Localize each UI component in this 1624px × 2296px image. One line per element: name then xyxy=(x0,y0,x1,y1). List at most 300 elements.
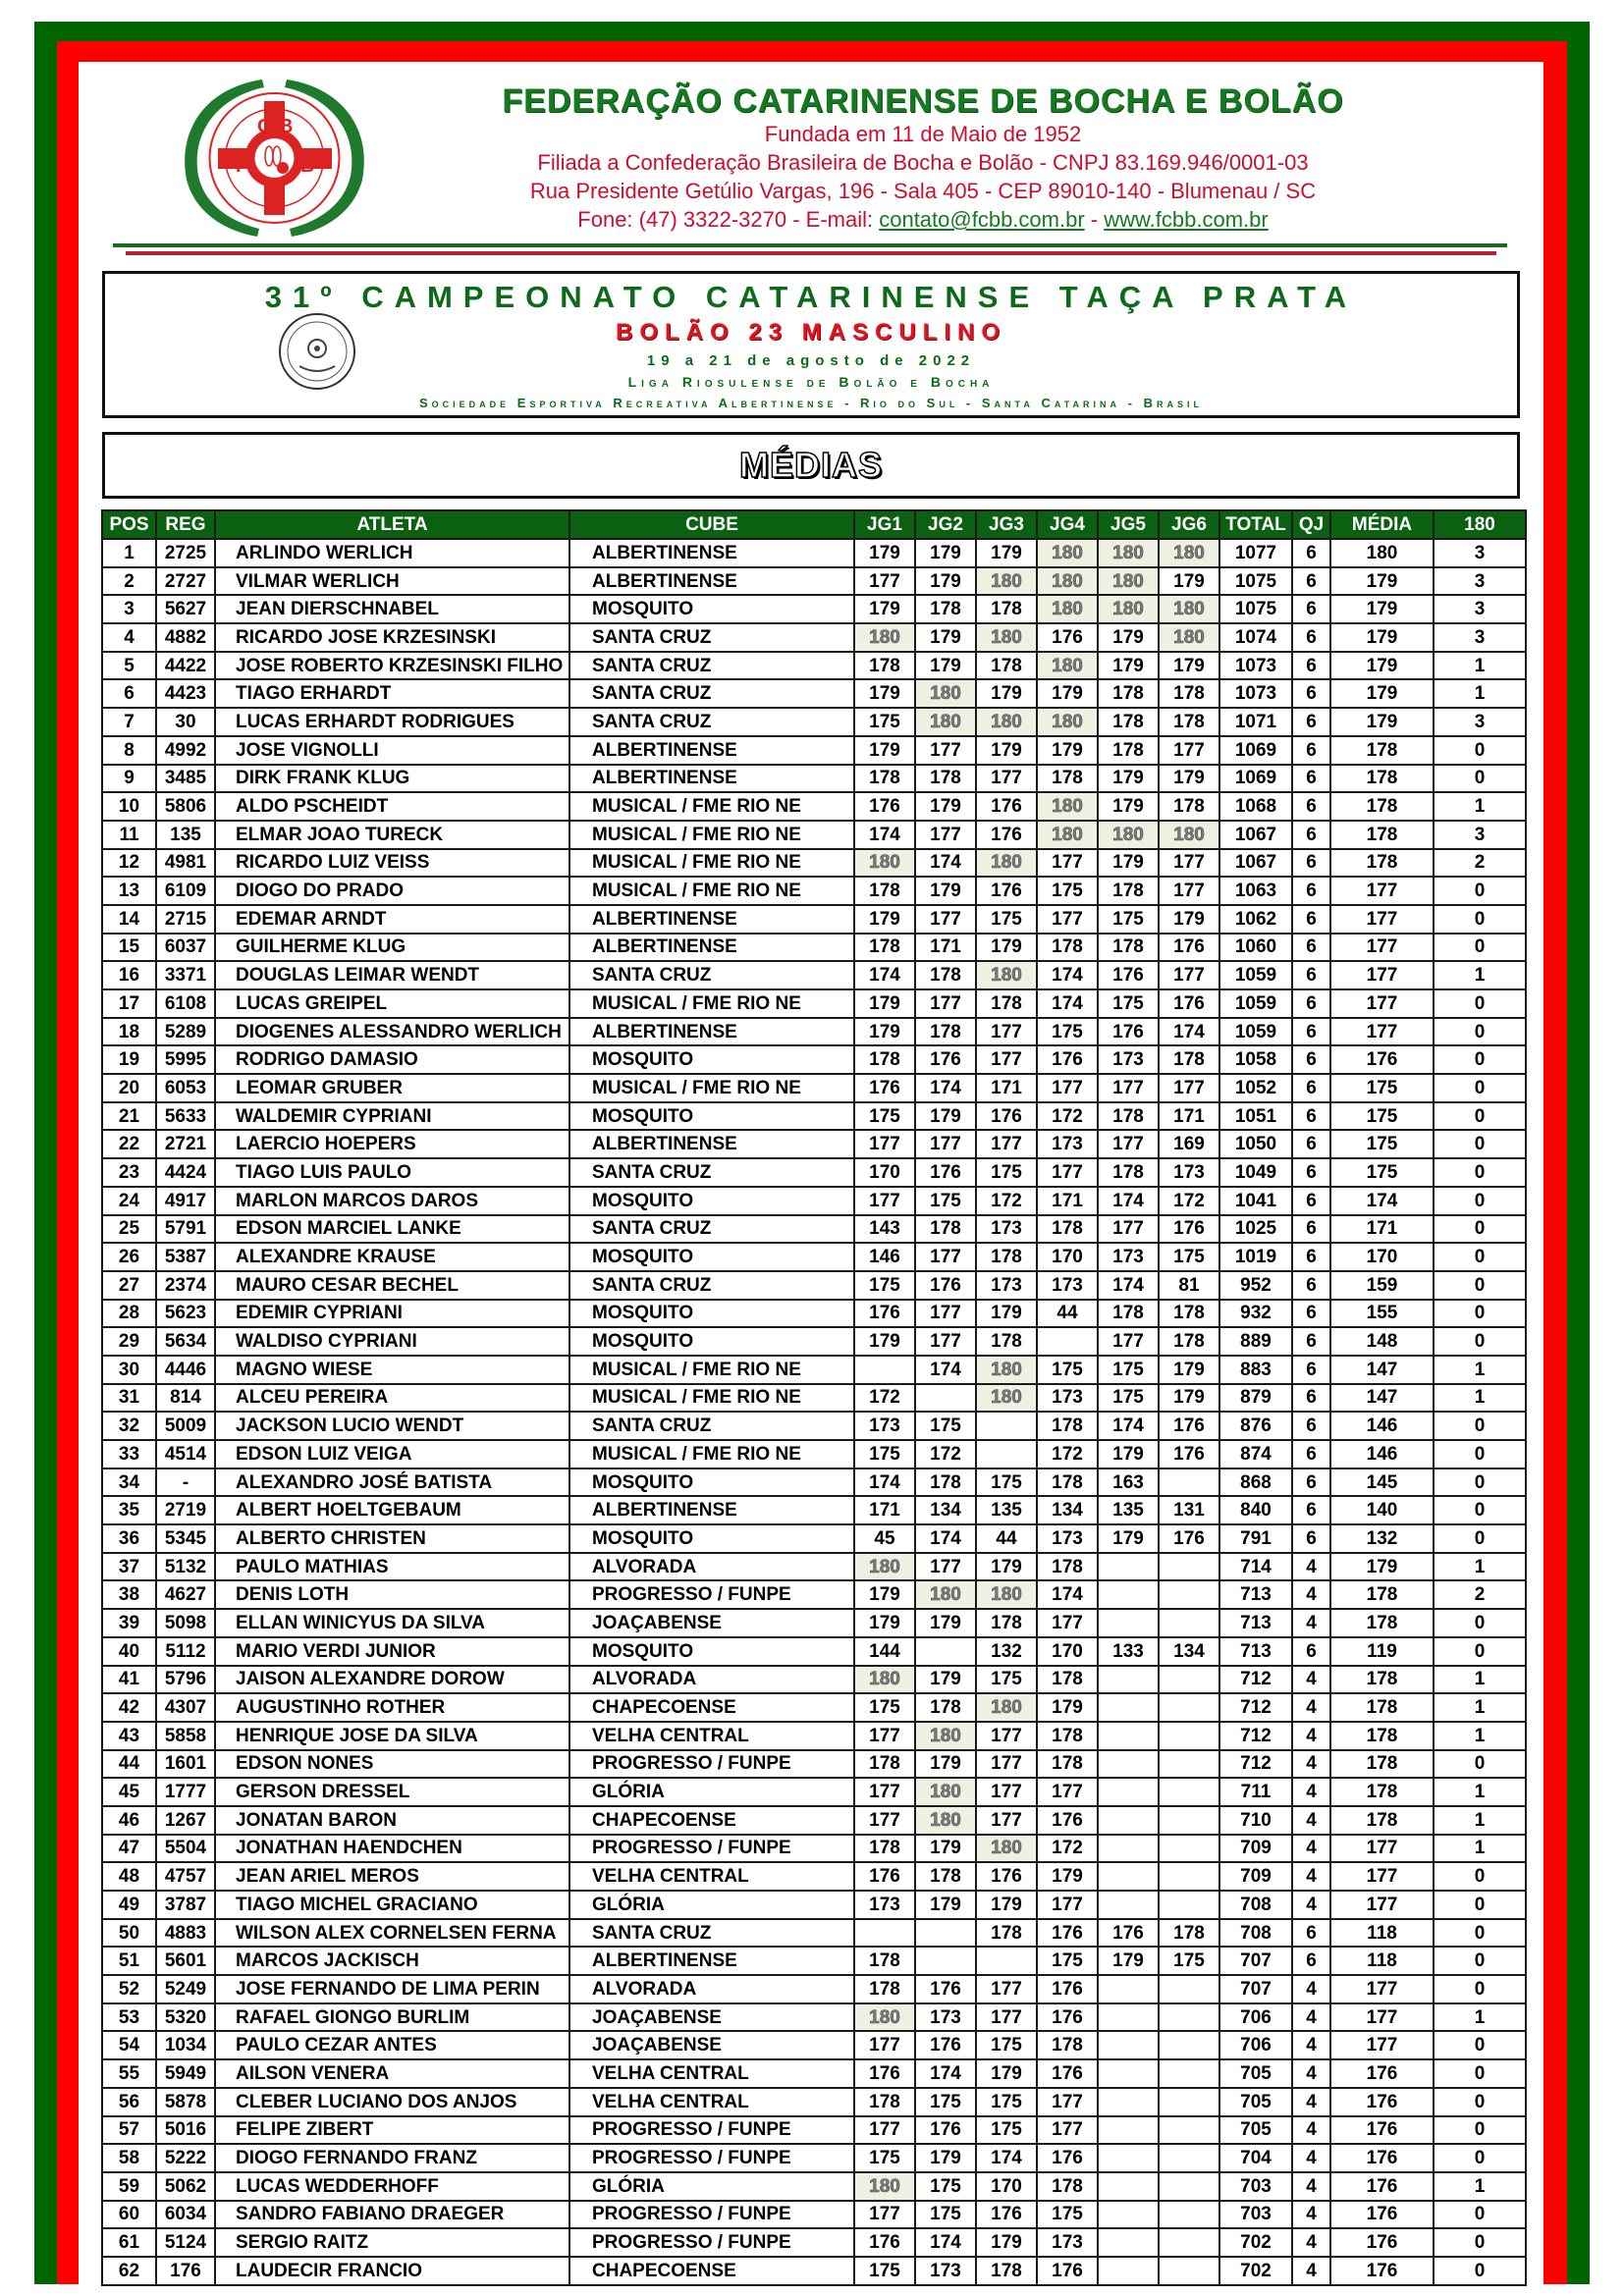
cell-qj: 6 xyxy=(1292,623,1330,652)
cell-qj: 6 xyxy=(1292,1524,1330,1553)
cell-atleta: WALDEMIR CYPRIANI xyxy=(215,1102,569,1131)
cell-jg4: 173 xyxy=(1037,2228,1098,2257)
cell-jg1: 179 xyxy=(854,539,915,567)
table-row xyxy=(102,1271,1526,1300)
cell-total: 706 xyxy=(1219,2003,1292,2032)
cell-jg4: 176 xyxy=(1037,1045,1098,1074)
cell-media: 177 xyxy=(1330,1891,1434,1919)
cell-jg3: 173 xyxy=(976,1215,1037,1244)
cell-jg4: 171 xyxy=(1037,1187,1098,1215)
cell-jg4: 172 xyxy=(1037,1835,1098,1863)
cell-jg4: 180 xyxy=(1037,708,1098,736)
cell-atleta: RICARDO LUIZ VEISS xyxy=(215,849,569,878)
cell-qj: 6 xyxy=(1292,1468,1330,1497)
cell-jg4: 175 xyxy=(1037,1018,1098,1046)
cell-jg2: 174 xyxy=(915,2228,976,2257)
email-link[interactable]: contato@fcbb.com.br xyxy=(879,207,1085,232)
cell-atleta: WALDISO CYPRIANI xyxy=(215,1327,569,1356)
table-row xyxy=(102,877,1526,905)
table-row xyxy=(102,567,1526,596)
cell-reg: 1777 xyxy=(156,1778,215,1806)
cell-total: 708 xyxy=(1219,1891,1292,1919)
cell-cube: MOSQUITO xyxy=(569,595,854,623)
cell-total: 1060 xyxy=(1219,934,1292,962)
cell-qj: 6 xyxy=(1292,1271,1330,1300)
cell-jg2: 173 xyxy=(915,2257,976,2285)
cell-jg6: 178 xyxy=(1159,792,1219,821)
cell-jg5: 133 xyxy=(1098,1637,1159,1666)
cell-reg: 5623 xyxy=(156,1300,215,1328)
cell-count-180: 0 xyxy=(1434,1609,1526,1637)
cell-cube: ALBERTINENSE xyxy=(569,539,854,567)
cell-atleta: LAERCIO HOEPERS xyxy=(215,1130,569,1158)
cell-jg4: 173 xyxy=(1037,1271,1098,1300)
cell-jg1: 175 xyxy=(854,1102,915,1131)
cell-jg1: 177 xyxy=(854,567,915,596)
cell-atleta: GUILHERME KLUG xyxy=(215,934,569,962)
cell-total: 705 xyxy=(1219,2059,1292,2088)
cell-qj: 6 xyxy=(1292,1018,1330,1046)
cell-jg4: 177 xyxy=(1037,1891,1098,1919)
cell-jg1: 174 xyxy=(854,821,915,849)
cell-jg4: 179 xyxy=(1037,679,1098,708)
cell-media: 176 xyxy=(1330,2201,1434,2229)
cell-cube: ALBERTINENSE xyxy=(569,905,854,934)
table-row xyxy=(102,1693,1526,1722)
cell-qj: 6 xyxy=(1292,1158,1330,1187)
cell-qj: 6 xyxy=(1292,934,1330,962)
cell-jg6 xyxy=(1159,2059,1219,2088)
cell-pos: 50 xyxy=(102,1919,156,1948)
cell-jg3: 179 xyxy=(976,736,1037,765)
cell-qj: 4 xyxy=(1292,2031,1330,2059)
cell-cube: ALBERTINENSE xyxy=(569,934,854,962)
cell-count-180: 0 xyxy=(1434,1524,1526,1553)
cell-cube: GLÓRIA xyxy=(569,2172,854,2201)
cell-atleta: MAGNO WIESE xyxy=(215,1356,569,1384)
cell-jg5 xyxy=(1098,1609,1159,1637)
table-row xyxy=(102,1891,1526,1919)
cell-jg2: 179 xyxy=(915,1609,976,1637)
cell-jg4: 176 xyxy=(1037,2003,1098,2032)
cell-atleta: DIOGO FERNANDO FRANZ xyxy=(215,2144,569,2172)
cell-total: 1075 xyxy=(1219,567,1292,596)
cell-jg4: 177 xyxy=(1037,1158,1098,1187)
cell-cube: ALBERTINENSE xyxy=(569,1496,854,1524)
cell-count-180: 1 xyxy=(1434,1693,1526,1722)
cell-count-180: 0 xyxy=(1434,2257,1526,2285)
cell-jg5 xyxy=(1098,2116,1159,2145)
cell-media: 175 xyxy=(1330,1130,1434,1158)
cell-total: 703 xyxy=(1219,2172,1292,2201)
cell-total: 1062 xyxy=(1219,905,1292,934)
cell-qj: 6 xyxy=(1292,877,1330,905)
cell-jg3: 177 xyxy=(976,1722,1037,1750)
cell-total: 702 xyxy=(1219,2228,1292,2257)
cell-count-180: 0 xyxy=(1434,2144,1526,2172)
cell-reg: 2725 xyxy=(156,539,215,567)
cell-count-180: 1 xyxy=(1434,1722,1526,1750)
table-row xyxy=(102,679,1526,708)
cell-cube: VELHA CENTRAL xyxy=(569,2059,854,2088)
cell-jg4: 170 xyxy=(1037,1243,1098,1271)
cell-jg3: 179 xyxy=(976,1553,1037,1581)
cell-pos: 37 xyxy=(102,1553,156,1581)
cell-jg6 xyxy=(1159,1891,1219,1919)
cell-jg5: 177 xyxy=(1098,1215,1159,1244)
cell-pos: 43 xyxy=(102,1722,156,1750)
cell-jg2: 179 xyxy=(915,1102,976,1131)
cell-cube: JOAÇABENSE xyxy=(569,2003,854,2032)
cell-atleta: JAISON ALEXANDRE DOROW xyxy=(215,1666,569,1694)
cell-jg3: 180 xyxy=(976,849,1037,878)
cell-jg5: 178 xyxy=(1098,1102,1159,1131)
cell-media: 118 xyxy=(1330,1919,1434,1948)
cell-cube: MOSQUITO xyxy=(569,1524,854,1553)
federation-name: FEDERAÇÃO CATARINENSE DE BOCHA E BOLÃO xyxy=(502,82,1344,120)
cell-reg: 5062 xyxy=(156,2172,215,2201)
cell-jg1: 176 xyxy=(854,1300,915,1328)
cell-jg4: 178 xyxy=(1037,765,1098,793)
cell-jg1: 175 xyxy=(854,2144,915,2172)
cell-jg4: 176 xyxy=(1037,2257,1098,2285)
logo-letter-b2: B xyxy=(300,155,315,177)
cell-total: 1058 xyxy=(1219,1045,1292,1074)
cell-jg4: 177 xyxy=(1037,1609,1098,1637)
cell-jg3: 178 xyxy=(976,1243,1037,1271)
cell-reg: 4917 xyxy=(156,1187,215,1215)
cell-count-180: 0 xyxy=(1434,2088,1526,2116)
table-row xyxy=(102,2031,1526,2059)
header-divider-red xyxy=(126,251,1496,255)
cell-jg6 xyxy=(1159,1835,1219,1863)
cell-pos: 23 xyxy=(102,1158,156,1187)
cell-jg6: 178 xyxy=(1159,1045,1219,1074)
cell-jg2: 179 xyxy=(915,539,976,567)
cell-jg1: 174 xyxy=(854,1468,915,1497)
cell-total: 708 xyxy=(1219,1919,1292,1948)
cell-atleta: LAUDECIR FRANCIO xyxy=(215,2257,569,2285)
cell-jg2: 175 xyxy=(915,1187,976,1215)
cell-qj: 6 xyxy=(1292,736,1330,765)
cell-atleta: LUCAS ERHARDT RODRIGUES xyxy=(215,708,569,736)
cell-jg1: 143 xyxy=(854,1215,915,1244)
cell-count-180: 3 xyxy=(1434,539,1526,567)
cell-media: 176 xyxy=(1330,2172,1434,2201)
cell-cube: SANTA CRUZ xyxy=(569,679,854,708)
cell-atleta: DIRK FRANK KLUG xyxy=(215,765,569,793)
cell-count-180: 1 xyxy=(1434,1778,1526,1806)
website-link[interactable]: www.fcbb.com.br xyxy=(1104,207,1269,232)
cell-jg5: 179 xyxy=(1098,1947,1159,1975)
cell-total: 1067 xyxy=(1219,849,1292,878)
cell-qj: 4 xyxy=(1292,2228,1330,2257)
cell-cube: PROGRESSO / FUNPE xyxy=(569,1580,854,1609)
cell-pos: 32 xyxy=(102,1412,156,1440)
table-row xyxy=(102,708,1526,736)
results-table xyxy=(101,509,1527,2286)
cell-qj: 4 xyxy=(1292,2144,1330,2172)
cell-atleta: AUGUSTINHO ROTHER xyxy=(215,1693,569,1722)
cell-count-180: 1 xyxy=(1434,2003,1526,2032)
cell-atleta: ALBERTO CHRISTEN xyxy=(215,1524,569,1553)
column-header-count-180: 180 xyxy=(1434,510,1526,539)
cell-cube: PROGRESSO / FUNPE xyxy=(569,2116,854,2145)
cell-atleta: PAULO CEZAR ANTES xyxy=(215,2031,569,2059)
cell-media: 159 xyxy=(1330,1271,1434,1300)
cell-atleta: LEOMAR GRUBER xyxy=(215,1074,569,1102)
cell-count-180: 0 xyxy=(1434,989,1526,1018)
cell-jg2: 178 xyxy=(915,595,976,623)
cell-pos: 11 xyxy=(102,821,156,849)
cell-pos: 4 xyxy=(102,623,156,652)
cell-total: 889 xyxy=(1219,1327,1292,1356)
cell-jg1: 177 xyxy=(854,2116,915,2145)
cell-jg3: 175 xyxy=(976,1158,1037,1187)
cell-jg5: 180 xyxy=(1098,821,1159,849)
cell-jg2: 177 xyxy=(915,1130,976,1158)
cell-jg3: 178 xyxy=(976,2257,1037,2285)
logo-letter-f: F xyxy=(236,155,248,177)
cell-qj: 6 xyxy=(1292,1074,1330,1102)
cell-jg4: 177 xyxy=(1037,905,1098,934)
cell-cube: SANTA CRUZ xyxy=(569,623,854,652)
cell-jg1: 180 xyxy=(854,1666,915,1694)
cell-atleta: ALBERT HOELTGEBAUM xyxy=(215,1496,569,1524)
cell-pos: 39 xyxy=(102,1609,156,1637)
column-header-total: TOTAL xyxy=(1219,510,1292,539)
cell-atleta: WILSON ALEX CORNELSEN FERNA xyxy=(215,1919,569,1948)
table-row xyxy=(102,1947,1526,1975)
table-row xyxy=(102,1018,1526,1046)
cell-jg1: 176 xyxy=(854,1862,915,1891)
cell-jg5: 163 xyxy=(1098,1468,1159,1497)
cell-count-180: 3 xyxy=(1434,567,1526,596)
cell-jg6: 179 xyxy=(1159,567,1219,596)
column-header-jg1: JG1 xyxy=(854,510,915,539)
cell-qj: 6 xyxy=(1292,1130,1330,1158)
cell-jg1: 180 xyxy=(854,1553,915,1581)
cell-jg5: 180 xyxy=(1098,539,1159,567)
cell-reg: 4307 xyxy=(156,1693,215,1722)
cell-count-180: 0 xyxy=(1434,1412,1526,1440)
cell-atleta: MAURO CESAR BECHEL xyxy=(215,1271,569,1300)
cell-jg3: 177 xyxy=(976,1778,1037,1806)
cell-jg1: 173 xyxy=(854,1412,915,1440)
cell-jg6: 175 xyxy=(1159,1243,1219,1271)
cell-reg: 4627 xyxy=(156,1580,215,1609)
cell-total: 952 xyxy=(1219,1271,1292,1300)
cell-media: 176 xyxy=(1330,2116,1434,2145)
cell-pos: 3 xyxy=(102,595,156,623)
cell-pos: 58 xyxy=(102,2144,156,2172)
cell-reg: 5633 xyxy=(156,1102,215,1131)
cell-qj: 4 xyxy=(1292,1975,1330,2003)
cell-pos: 5 xyxy=(102,652,156,680)
cell-jg6: 81 xyxy=(1159,1271,1219,1300)
cell-jg2: 171 xyxy=(915,934,976,962)
cell-count-180: 0 xyxy=(1434,1750,1526,1779)
cell-jg6: 180 xyxy=(1159,821,1219,849)
cell-jg1: 177 xyxy=(854,1806,915,1835)
cell-count-180: 0 xyxy=(1434,1243,1526,1271)
cell-media: 175 xyxy=(1330,1102,1434,1131)
table-row xyxy=(102,1300,1526,1328)
cell-jg6: 179 xyxy=(1159,1384,1219,1413)
cell-reg: 5601 xyxy=(156,1947,215,1975)
cell-jg2: 180 xyxy=(915,1580,976,1609)
cell-jg2: 180 xyxy=(915,1806,976,1835)
cell-qj: 4 xyxy=(1292,2059,1330,2088)
table-body xyxy=(102,539,1526,2285)
cell-jg6 xyxy=(1159,1580,1219,1609)
cell-count-180: 0 xyxy=(1434,1919,1526,1948)
cell-jg3: 179 xyxy=(976,539,1037,567)
cell-jg1: 178 xyxy=(854,2088,915,2116)
cell-jg6: 134 xyxy=(1159,1637,1219,1666)
cell-jg6: 177 xyxy=(1159,736,1219,765)
cell-jg6: 176 xyxy=(1159,989,1219,1018)
cell-jg5 xyxy=(1098,2201,1159,2229)
cell-jg5 xyxy=(1098,2003,1159,2032)
cell-jg5: 178 xyxy=(1098,934,1159,962)
cell-count-180: 0 xyxy=(1434,1300,1526,1328)
cell-jg3: 180 xyxy=(976,1580,1037,1609)
cell-jg6: 131 xyxy=(1159,1496,1219,1524)
cell-jg6: 180 xyxy=(1159,539,1219,567)
cell-qj: 6 xyxy=(1292,567,1330,596)
cell-jg1: 176 xyxy=(854,1074,915,1102)
cell-count-180: 0 xyxy=(1434,1130,1526,1158)
cell-media: 177 xyxy=(1330,961,1434,989)
cell-jg3: 173 xyxy=(976,1271,1037,1300)
cell-total: 932 xyxy=(1219,1300,1292,1328)
cell-qj: 4 xyxy=(1292,1609,1330,1637)
cell-jg5: 176 xyxy=(1098,1018,1159,1046)
cell-jg4: 178 xyxy=(1037,1215,1098,1244)
cell-jg5: 178 xyxy=(1098,679,1159,708)
cell-cube: ALVORADA xyxy=(569,1553,854,1581)
section-title: MÉDIAS xyxy=(738,445,883,485)
cell-jg5: 176 xyxy=(1098,1919,1159,1948)
cell-qj: 4 xyxy=(1292,2201,1330,2229)
cell-jg3 xyxy=(976,1440,1037,1468)
cell-count-180: 1 xyxy=(1434,1835,1526,1863)
cell-qj: 6 xyxy=(1292,765,1330,793)
cell-jg1: 176 xyxy=(854,2059,915,2088)
cell-jg3: 177 xyxy=(976,1130,1037,1158)
cell-cube: CHAPECOENSE xyxy=(569,1693,854,1722)
event-info-box xyxy=(102,271,1520,418)
cell-cube: VELHA CENTRAL xyxy=(569,2088,854,2116)
cell-jg1: 180 xyxy=(854,2172,915,2201)
cell-atleta: SANDRO FABIANO DRAEGER xyxy=(215,2201,569,2229)
cell-pos: 6 xyxy=(102,679,156,708)
ball-icon xyxy=(277,162,289,174)
cell-jg3: 175 xyxy=(976,905,1037,934)
table-row xyxy=(102,2172,1526,2201)
cell-cube: CHAPECOENSE xyxy=(569,1806,854,1835)
event-subtitle: BOLÃO 23 MASCULINO xyxy=(615,319,1006,346)
cell-cube: SANTA CRUZ xyxy=(569,1158,854,1187)
cell-cube: MOSQUITO xyxy=(569,1327,854,1356)
cell-jg4: 178 xyxy=(1037,1750,1098,1779)
cell-jg1: 175 xyxy=(854,1440,915,1468)
cell-reg: 4423 xyxy=(156,679,215,708)
table-row xyxy=(102,652,1526,680)
cell-jg2: 172 xyxy=(915,1440,976,1468)
cell-jg2: 179 xyxy=(915,2144,976,2172)
table-row xyxy=(102,792,1526,821)
cell-jg5: 177 xyxy=(1098,1327,1159,1356)
table-row xyxy=(102,849,1526,878)
cell-atleta: EDEMIR CYPRIANI xyxy=(215,1300,569,1328)
cell-media: 146 xyxy=(1330,1440,1434,1468)
cell-cube: ALBERTINENSE xyxy=(569,765,854,793)
cell-jg5: 178 xyxy=(1098,736,1159,765)
cell-reg: 3485 xyxy=(156,765,215,793)
cell-reg: 5995 xyxy=(156,1045,215,1074)
cell-jg1: 177 xyxy=(854,2031,915,2059)
cell-jg2: 174 xyxy=(915,849,976,878)
cell-jg4: 176 xyxy=(1037,623,1098,652)
cell-cube: MUSICAL / FME RIO NE xyxy=(569,1074,854,1102)
cell-cube: MOSQUITO xyxy=(569,1468,854,1497)
cell-count-180: 0 xyxy=(1434,1158,1526,1187)
cell-atleta: GERSON DRESSEL xyxy=(215,1778,569,1806)
cell-pos: 17 xyxy=(102,989,156,1018)
cell-jg5 xyxy=(1098,1553,1159,1581)
cell-count-180: 0 xyxy=(1434,1327,1526,1356)
table-row xyxy=(102,1440,1526,1468)
cell-jg6: 176 xyxy=(1159,1440,1219,1468)
cell-jg1: 175 xyxy=(854,708,915,736)
cell-jg1 xyxy=(854,1356,915,1384)
cell-atleta: ALEXANDRE KRAUSE xyxy=(215,1243,569,1271)
cell-media: 179 xyxy=(1330,652,1434,680)
cell-jg2: 176 xyxy=(915,1045,976,1074)
cell-pos: 2 xyxy=(102,567,156,596)
cell-media: 178 xyxy=(1330,792,1434,821)
cell-jg4: 180 xyxy=(1037,595,1098,623)
cell-media: 177 xyxy=(1330,2003,1434,2032)
cell-qj: 4 xyxy=(1292,2172,1330,2201)
table-row xyxy=(102,1468,1526,1497)
cell-pos: 38 xyxy=(102,1580,156,1609)
cell-count-180: 0 xyxy=(1434,1045,1526,1074)
cell-jg3: 178 xyxy=(976,595,1037,623)
event-dates: 19 a 21 de agosto de 2022 xyxy=(646,352,976,369)
cell-jg3: 179 xyxy=(976,2059,1037,2088)
cell-cube: MOSQUITO xyxy=(569,1102,854,1131)
cell-jg1: 178 xyxy=(854,765,915,793)
cell-jg6 xyxy=(1159,2031,1219,2059)
cell-jg2: 175 xyxy=(915,2201,976,2229)
cell-qj: 6 xyxy=(1292,1947,1330,1975)
table-row xyxy=(102,1384,1526,1413)
cell-reg: 4992 xyxy=(156,736,215,765)
cell-cube: MUSICAL / FME RIO NE xyxy=(569,1440,854,1468)
cell-jg3: 179 xyxy=(976,2228,1037,2257)
cell-qj: 6 xyxy=(1292,652,1330,680)
cell-jg3: 177 xyxy=(976,1975,1037,2003)
cell-jg5: 174 xyxy=(1098,1187,1159,1215)
cell-jg3: 180 xyxy=(976,567,1037,596)
cell-jg2: 177 xyxy=(915,1553,976,1581)
cell-jg6: 177 xyxy=(1159,849,1219,878)
cell-jg5 xyxy=(1098,2031,1159,2059)
cell-cube: MOSQUITO xyxy=(569,1637,854,1666)
